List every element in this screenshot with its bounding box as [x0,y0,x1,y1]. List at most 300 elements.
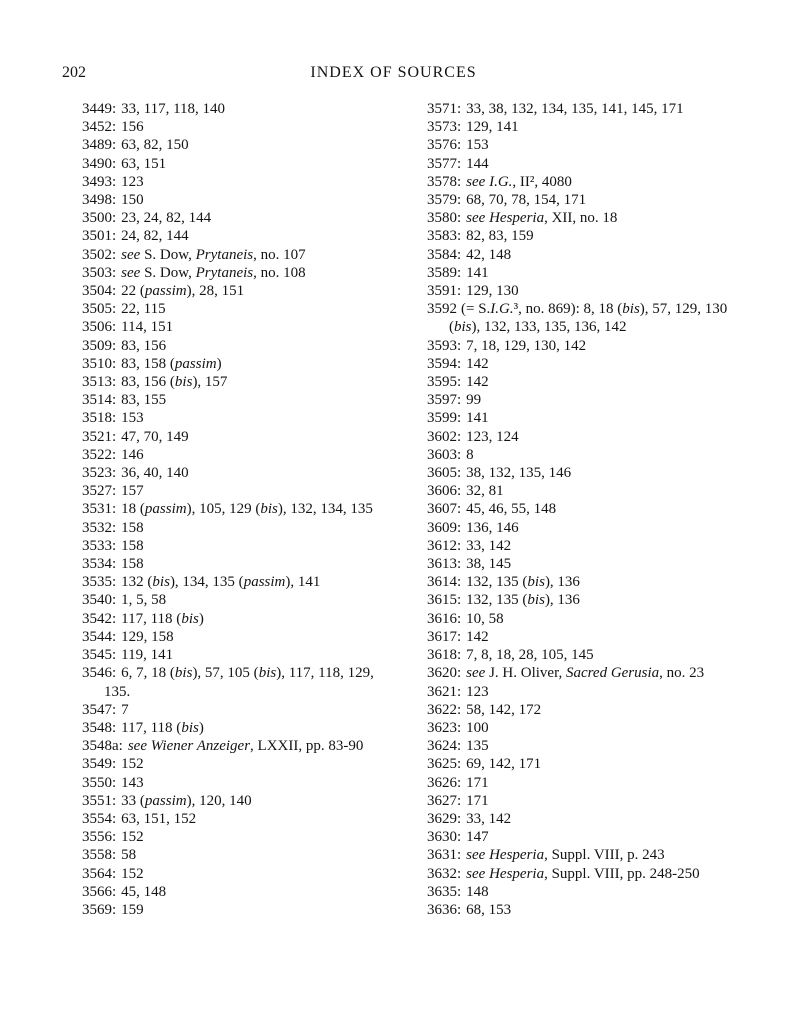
page-references: 22 (passim), 28, 151 [121,283,245,300]
inscription-number: 3595 [427,374,457,391]
colon-separator: : [457,192,462,209]
inscription-number: 3452 [82,119,112,136]
colon-separator: : [457,137,462,154]
index-entry [427,482,737,500]
page-references: 99 [466,392,482,409]
colon-separator: : [112,756,117,773]
page-references: 69, 142, 171 [466,756,542,773]
colon-separator: : [112,701,117,718]
page-references: 38, 145 [466,556,512,573]
inscription-number: 3504 [82,283,112,300]
colon-separator: : [112,810,117,827]
index-entry [427,100,737,118]
page-references: 147 [466,829,489,846]
inscription-number: 3518 [82,410,112,427]
inscription-number: 3566 [82,883,112,900]
index-entry [427,227,737,245]
colon-separator: : [457,647,462,664]
page-number: 202 [62,64,86,81]
index-entry [82,774,392,792]
index-entry [82,227,392,245]
page-references: 129, 158 [121,628,174,645]
page-references: 6, 7, 18 (bis), 57, 105 (bis), 117, 118, 129, 135. [104,665,374,700]
page-references: 123 [466,683,489,700]
page-references: (= S.I.G.³, no. 869): 8, 18 (bis), 57, 129, 130 (bis), 132, 133, 135, 136, 142 [449,301,728,336]
inscription-number: 3513 [82,374,112,391]
index-entry [82,391,392,409]
colon-separator: : [112,210,117,227]
inscription-number: 3636 [427,901,457,918]
inscription-number: 3606 [427,483,457,500]
colon-separator: : [457,119,462,136]
inscription-number: 3632 [427,865,457,882]
page-references: 171 [466,792,489,809]
index-entry [427,810,737,828]
colon-separator: : [112,537,117,554]
colon-separator: : [112,665,117,682]
colon-separator: : [112,301,117,318]
page-references: 58, 142, 172 [466,701,542,718]
page-references: see Wiener Anzeiger, LXXII, pp. 83-90 [127,738,364,755]
page-references: see I.G., II², 4080 [466,173,572,190]
inscription-number: 3532 [82,519,112,536]
page-references: 83, 156 (bis), 157 [121,374,228,391]
colon-separator: : [457,465,462,482]
colon-separator: : [457,774,462,791]
colon-separator: : [457,355,462,372]
colon-separator: : [112,774,117,791]
index-entry [82,664,392,700]
inscription-number: 3580 [427,210,457,227]
inscription-number: 3609 [427,519,457,536]
index-entry [427,264,737,282]
inscription-number: 3573 [427,119,457,136]
index-entry [427,610,737,628]
inscription-number: 3564 [82,865,112,882]
inscription-number: 3626 [427,774,457,791]
inscription-number: 3547 [82,701,112,718]
inscription-number: 3556 [82,829,112,846]
page-references: 136, 146 [466,519,519,536]
inscription-number: 3617 [427,628,457,645]
index-entry [427,683,737,701]
page-references: 153 [121,410,144,427]
page-references: 152 [121,865,144,882]
page-references: 47, 70, 149 [121,428,189,445]
inscription-number: 3577 [427,155,457,172]
colon-separator: : [112,501,117,518]
inscription-number: 3489 [82,137,112,154]
index-entry [82,118,392,136]
index-entry [427,246,737,264]
page-references: 132 (bis), 134, 135 (passim), 141 [121,574,321,591]
index-entry [427,446,737,464]
inscription-number: 3506 [82,319,112,336]
index-entry [427,755,737,773]
index-entry [82,519,392,537]
page-references: 141 [466,410,489,427]
colon-separator: : [112,519,117,536]
index-entry [82,409,392,427]
colon-separator: : [112,628,117,645]
page-references: 123 [121,173,144,190]
inscription-number: 3522 [82,446,112,463]
index-entry [427,428,737,446]
page-references: 24, 82, 144 [121,228,189,245]
colon-separator: : [112,374,117,391]
index-entry [427,901,737,919]
colon-separator: : [112,337,117,354]
page-references: 153 [466,137,489,154]
page-references: see J. H. Oliver, Sacred Gerusia, no. 23 [466,665,705,682]
page-references: see S. Dow, Prytaneis, no. 107 [121,246,306,263]
index-entry [82,318,392,336]
index-entry [427,591,737,609]
colon-separator: : [457,374,462,391]
colon-separator: : [457,901,462,918]
colon-separator: : [457,537,462,554]
index-entry [427,209,737,227]
index-entry [82,591,392,609]
page-references: 150 [121,192,144,209]
page-references: see Hesperia, Suppl. VIII, p. 243 [466,847,665,864]
page-references: 7, 8, 18, 28, 105, 145 [466,647,594,664]
colon-separator: : [112,246,117,263]
index-entry [427,737,737,755]
index-entry [82,901,392,919]
colon-separator: : [457,483,462,500]
colon-separator: : [457,519,462,536]
index-entry [82,246,392,264]
page-references: 142 [466,374,489,391]
index-entry [427,646,737,664]
inscription-number: 3625 [427,756,457,773]
colon-separator: : [112,574,117,591]
running-title: INDEX OF SOURCES [310,64,477,81]
inscription-number: 3534 [82,556,112,573]
page-references: 144 [466,155,489,172]
page-references: 68, 70, 78, 154, 171 [466,192,587,209]
page-references: 33, 142 [466,537,512,554]
index-entry [427,173,737,191]
index-entry [427,373,737,391]
colon-separator: : [457,410,462,427]
index-entry [82,737,392,755]
colon-separator: : [112,410,117,427]
inscription-number: 3531 [82,501,112,518]
page-references: 146 [121,446,144,463]
page-references: 143 [121,774,144,791]
colon-separator: : [457,701,462,718]
colon-separator: : [112,155,117,172]
colon-separator: : [457,264,462,281]
index-entry [427,573,737,591]
colon-separator: : [112,901,117,918]
page-references: 83, 158 (passim) [121,355,222,372]
inscription-number: 3521 [82,428,112,445]
index-entry [427,883,737,901]
page-references: 33, 142 [466,810,512,827]
inscription-number: 3614 [427,574,457,591]
page-references: 7 [121,701,129,718]
colon-separator: : [457,428,462,445]
inscription-number: 3618 [427,647,457,664]
page-references: 141 [466,264,489,281]
index-entry [427,191,737,209]
index-entry [82,282,392,300]
inscription-number: 3607 [427,501,457,518]
page-references: 142 [466,628,489,645]
colon-separator: : [112,592,117,609]
inscription-number: 3622 [427,701,457,718]
inscription-number: 3612 [427,537,457,554]
index-entry [427,828,737,846]
colon-separator: : [457,392,462,409]
colon-separator: : [112,792,117,809]
page-references: 82, 83, 159 [466,228,534,245]
colon-separator: : [457,628,462,645]
colon-separator: : [457,829,462,846]
inscription-number: 3527 [82,483,112,500]
inscription-number: 3502 [82,246,112,263]
colon-separator: : [457,683,462,700]
page-references: 83, 156 [121,337,167,354]
inscription-number: 3509 [82,337,112,354]
inscription-number: 3613 [427,556,457,573]
index-entry [82,555,392,573]
inscription-number: 3571 [427,101,457,117]
inscription-number: 3510 [82,355,112,372]
page-references: 148 [466,883,489,900]
index-entry [82,428,392,446]
colon-separator: : [112,283,117,300]
inscription-number: 3621 [427,683,457,700]
index-entry [427,337,737,355]
inscription-number: 3616 [427,610,457,627]
page-references: 114, 151 [121,319,174,336]
page-references: 10, 58 [466,610,504,627]
index-entry [82,865,392,883]
inscription-number: 3603 [427,446,457,463]
page-references: 23, 24, 82, 144 [121,210,212,227]
index-entry [82,573,392,591]
index-entry [82,755,392,773]
page-references: 63, 151, 152 [121,810,197,827]
inscription-number: 3549 [82,756,112,773]
inscription-number: 3548a [82,738,119,755]
colon-separator: : [457,610,462,627]
colon-separator: : [112,392,117,409]
colon-separator: : [112,446,117,463]
colon-separator: : [457,173,462,190]
index-entry [82,719,392,737]
colon-separator: : [457,246,462,263]
index-entry [427,519,737,537]
page-references: 36, 40, 140 [121,465,189,482]
index-entry [82,136,392,154]
index-entry [82,500,392,518]
inscription-number: 3576 [427,137,457,154]
page-references: 7, 18, 129, 130, 142 [466,337,587,354]
colon-separator: : [457,810,462,827]
colon-separator: : [112,719,117,736]
page-references: 135 [466,738,489,755]
colon-separator: : [457,792,462,809]
index-entry [82,464,392,482]
page-references: 159 [121,901,144,918]
index-entry [427,282,737,300]
page-references: 83, 155 [121,392,167,409]
colon-separator: : [457,865,462,882]
index-entry [427,155,737,173]
index-entry [427,355,737,373]
page-references: 33, 38, 132, 134, 135, 141, 145, 171 [466,101,684,117]
index-entry [82,100,392,118]
index-entry [427,136,737,154]
colon-separator: : [112,264,117,281]
page-references: see S. Dow, Prytaneis, no. 108 [121,264,306,281]
colon-separator: : [112,465,117,482]
inscription-number: 3551 [82,792,112,809]
index-entry [82,828,392,846]
index-entry [427,409,737,427]
page-references: see Hesperia, XII, no. 18 [466,210,618,227]
page-references: 156 [121,119,144,136]
page-references: 152 [121,756,144,773]
inscription-number: 3605 [427,465,457,482]
index-entry [82,628,392,646]
page-references: 158 [121,537,144,554]
colon-separator: : [112,483,117,500]
index-entry [82,355,392,373]
inscription-number: 3578 [427,173,457,190]
index-entry [82,646,392,664]
colon-separator: : [457,283,462,300]
inscription-number: 3583 [427,228,457,245]
index-column-right [427,100,737,919]
index-entry [82,191,392,209]
inscription-number: 3589 [427,264,457,281]
colon-separator: : [457,883,462,900]
page-references: 123, 124 [466,428,519,445]
index-entry [82,373,392,391]
index-entry [82,537,392,555]
inscription-number: 3620 [427,665,457,682]
inscription-number: 3493 [82,173,112,190]
index-entry [82,337,392,355]
index-entry [427,774,737,792]
colon-separator: : [112,101,117,117]
inscription-number: 3449 [82,101,112,117]
colon-separator: : [112,428,117,445]
colon-separator: : [457,719,462,736]
inscription-number: 3591 [427,283,457,300]
page-references: 100 [466,719,489,736]
index-entry [427,300,737,336]
colon-separator: : [457,592,462,609]
colon-separator: : [457,574,462,591]
page-references: 117, 118 (bis) [121,719,204,736]
index-entry [427,664,737,682]
index-entry [82,810,392,828]
page-references: 68, 153 [466,901,512,918]
colon-separator: : [457,446,462,463]
inscription-number: 3630 [427,829,457,846]
inscription-number: 3624 [427,738,457,755]
index-entry [427,391,737,409]
colon-separator: : [112,137,117,154]
colon-separator: : [112,119,117,136]
inscription-number: 3629 [427,810,457,827]
inscription-number: 3550 [82,774,112,791]
index-entry [82,155,392,173]
index-entry [82,701,392,719]
colon-separator: : [112,319,117,336]
colon-separator: : [457,210,462,227]
inscription-number: 3599 [427,410,457,427]
colon-separator: : [112,829,117,846]
inscription-number: 3500 [82,210,112,227]
colon-separator: : [112,610,117,627]
inscription-number: 3490 [82,155,112,172]
index-entry [427,846,737,864]
index-entry [82,173,392,191]
page-references: 142 [466,355,489,372]
page-references: 119, 141 [121,647,174,664]
index-entry [82,209,392,227]
colon-separator: : [457,738,462,755]
index-entry [82,446,392,464]
page-references: 33 (passim), 120, 140 [121,792,252,809]
colon-separator: : [457,337,462,354]
inscription-number: 3545 [82,647,112,664]
colon-separator: : [457,665,462,682]
page-references: 38, 132, 135, 146 [466,465,572,482]
inscription-number: 3623 [427,719,457,736]
colon-separator: : [457,501,462,518]
page-references: 1, 5, 58 [121,592,167,609]
colon-separator: : [118,738,123,755]
page-references: 18 (passim), 105, 129 (bis), 132, 134, 135 [121,501,373,518]
page-references: 132, 135 (bis), 136 [466,592,580,609]
inscription-number: 3498 [82,192,112,209]
colon-separator: : [112,228,117,245]
index-entry [82,482,392,500]
inscription-number: 3505 [82,301,112,318]
index-entry [427,628,737,646]
inscription-number: 3627 [427,792,457,809]
page-references: 32, 81 [466,483,504,500]
inscription-number: 3631 [427,847,457,864]
colon-separator: : [112,192,117,209]
page-references: 132, 135 (bis), 136 [466,574,580,591]
page-references: 129, 141 [466,119,519,136]
index-entry [427,555,737,573]
inscription-number: 3533 [82,537,112,554]
page-references: 8 [466,446,474,463]
inscription-number: 3523 [82,465,112,482]
index-entry [82,264,392,282]
index-entry [427,701,737,719]
index-column-left [82,100,392,919]
inscription-number: 3503 [82,264,112,281]
inscription-number: 3579 [427,192,457,209]
inscription-number: 3544 [82,628,112,645]
inscription-number: 3501 [82,228,112,245]
colon-separator: : [112,883,117,900]
colon-separator: : [457,228,462,245]
index-entry [427,719,737,737]
